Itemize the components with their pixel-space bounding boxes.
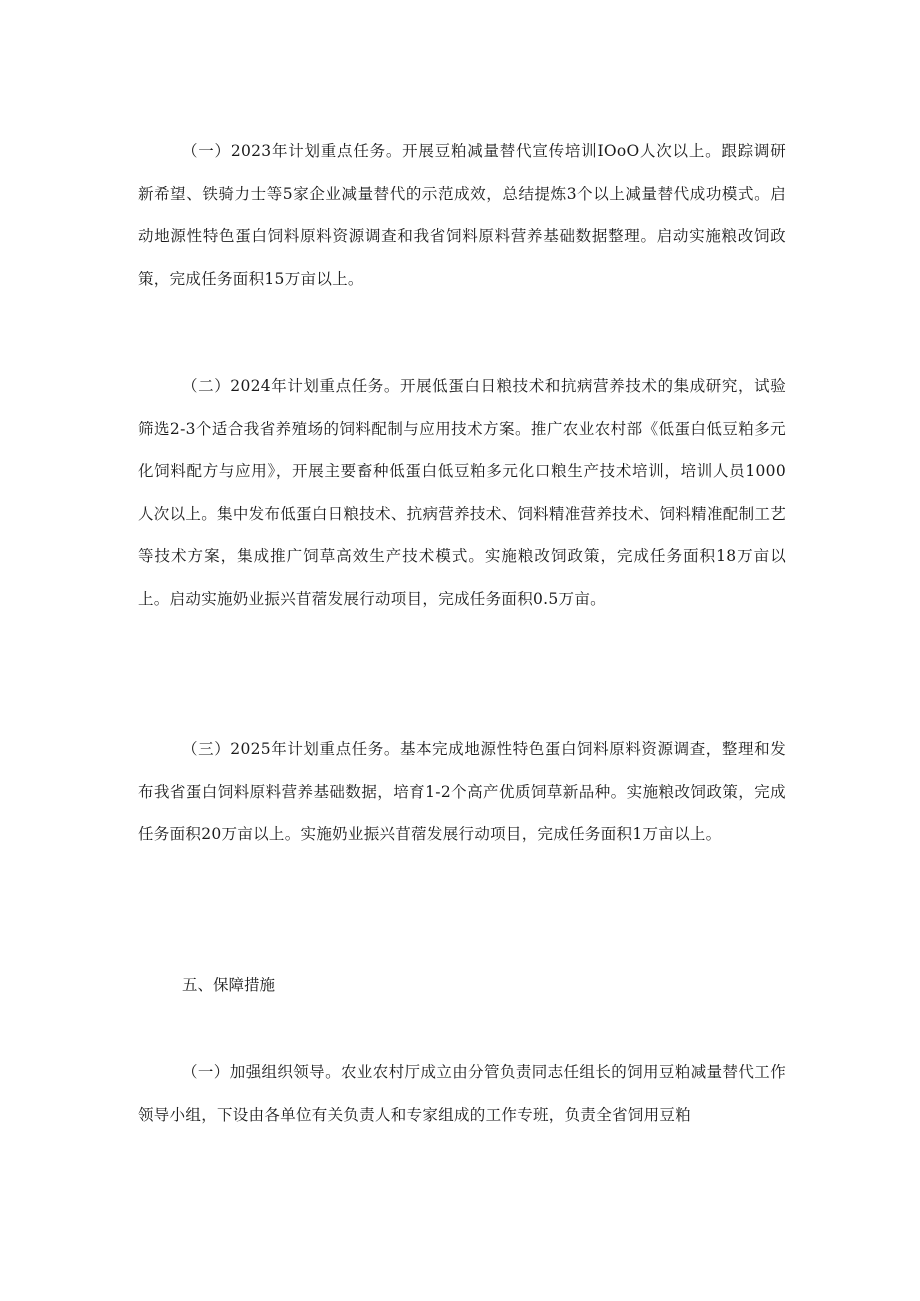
paragraph-2025-tasks: （三）2025年计划重点任务。基本完成地源性特色蛋白饲料原料资源调查，整理和发布我省蛋白饲料原料营养基础数据，培育1-2个高产优质饲草新品种。实施粮改饲政策，完成任务面积20万亩以上。实施奶业振兴苜蓿发展行动项目，完成任务面积1万亩以上。: [138, 740, 786, 843]
paragraph-2024-tasks: （二）2024年计划重点任务。开展低蛋白日粮技术和抗病营养技术的集成研究，试验筛选2-3个适合我省养殖场的饲料配制与应用技术方案。推广农业农村部《低蛋白低豆粕多元化饲料配方与应用》，开展主要畜种低蛋白低豆粕多元化口粮生产技术培训，培训人员1000人次以上。集中发布低蛋白日粮技术、抗病营养技术、饲料精准营养技术、饲料精准配制工艺等技术方案，集成推广饲草高效生产技术模式。实施粮改饲政策，完成任务面积18万亩以上。启动实施奶业振兴苜蓿发展行动项目，完成任务面积0.5万亩。: [138, 377, 786, 608]
paragraph-2023-tasks: （一）2023年计划重点任务。开展豆粕减量替代宣传培训IOoO人次以上。跟踪调研新希望、铁骑力士等5家企业减量替代的示范成效，总结提炼3个以上减量替代成功模式。启动地源性特色蛋白饲料原料资源调查和我省饲料原料营养基础数据整理。启动实施粮改饲政策，完成任务面积15万亩以上。: [138, 142, 786, 288]
section-heading-safeguards: 五、保障措施: [182, 976, 276, 994]
paragraph-organization-leadership: （一）加强组织领导。农业农村厅成立由分管负责同志任组长的饲用豆粕减量替代工作领导小组，下设由各单位有关负责人和专家组成的工作专班，负责全省饲用豆粕: [138, 1063, 786, 1124]
